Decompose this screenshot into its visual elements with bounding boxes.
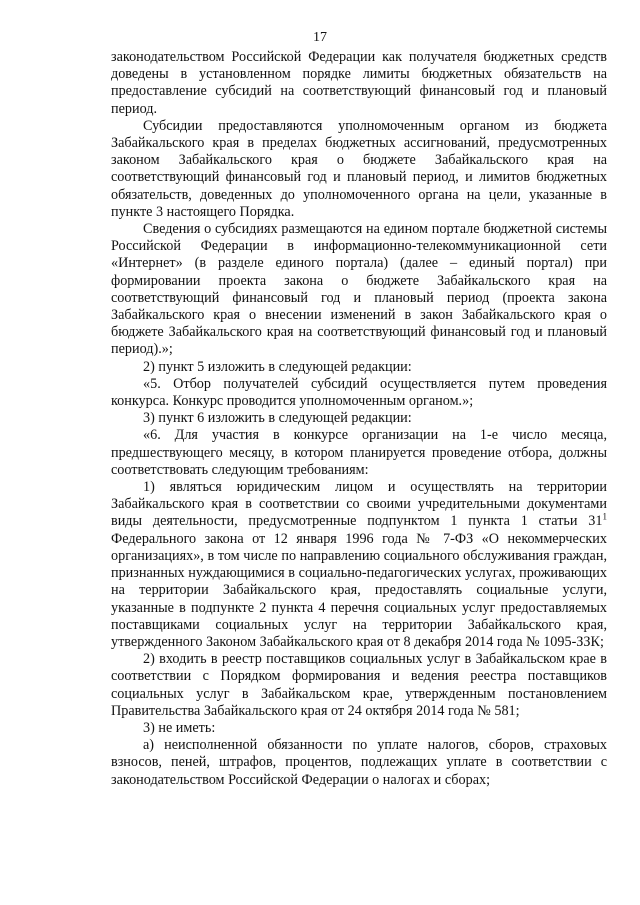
paragraph-item-point5: 2) пункт 5 изложить в следующей редакции: bbox=[143, 358, 412, 375]
paragraph-subsidies-provision: Субсидии предоставляются уполномоченным органом из бюджета Забайкальского края в пределах бюджетных ассигнований, предусмотренных законом Забайкальского края о бюджете Забайкальского края на соответствующий финансовый год и плановый период, и лимитов бюджетных обязательств, доведенных до уполномоченного органа на цели, указанные в пункте 3 настоящего Порядка. bbox=[111, 117, 607, 220]
document-body bbox=[111, 49, 607, 789]
paragraph-requirement-2: 2) входить в реестр поставщиков социальных услуг в Забайкальском крае в соответствии с Порядком формирования и ведения реестра поставщиков социальных услуг в Забайкальском крае, утвержденным постановлением Правительства Забайкальского края от 24 октября 2014 года № 581; bbox=[111, 651, 607, 719]
paragraph-continuation: законодательством Российской Федерации как получателя бюджетных средств доведены в установленном порядке лимиты бюджетных обязательств на предоставление субсидий на соответствующий финансовый год и плановый период. bbox=[111, 49, 607, 117]
page-number: 17 bbox=[313, 30, 327, 45]
paragraph-requirement-3a: а) неисполненной обязанности по уплате налогов, сборов, страховых взносов, пеней, штрафов, процентов, подлежащих уплате в соответствии с законодательством Российской Федерации о налогах и сборах; bbox=[111, 737, 607, 788]
requirement-1-text-a: 1) являться юридическим лицом и осуществлять на территории Забайкальского края в соответствии со своими учредительными документами виды деятельности, предусмотренные подпунктом 1 пункта 1 статьи 31 bbox=[111, 479, 607, 530]
paragraph-subsidies-info: Сведения о субсидиях размещаются на едином портале бюджетной системы Российской Федерации в информационно-телекоммуникационной сети «Интернет» (в разделе единого портала) (далее – единый портал) при формировании проекта закона о бюджете Забайкальского края на соответствующий финансовый год и плановый период (проекта закона Забайкальского края о внесении изменений в закон Забайкальского края о бюджете Забайкальского края на соответствующий финансовый год и плановый период).»; bbox=[111, 221, 607, 358]
paragraph-requirement-3: 3) не иметь: bbox=[143, 719, 216, 736]
superscript-marker: 1 bbox=[602, 511, 607, 522]
paragraph-point5-text: «5. Отбор получателей субсидий осуществляется путем проведения конкурса. Конкурс проводится уполномоченным органом.»; bbox=[111, 375, 607, 410]
paragraph-requirement-1 bbox=[111, 479, 607, 651]
requirement-1-text-b: Федерального закона от 12 января 1996 года № 7-ФЗ «О некоммерческих организациях», в том числе по направлению социального обслуживания граждан, признанных нуждающимися в социально-педагогических услугах, проживающих на территории Забайкальского края, предоставлять социальные услуги, указанные в подпункте 2 пункта 4 перечня социальных услуг предоставляемых поставщиками социальных услуг на территории Забайкальского края, утвержденного Законом Забайкальского края от 8 декабря 2014 года № 1095-ЗЗК; bbox=[111, 530, 607, 650]
paragraph-point6-text: «6. Для участия в конкурсе организации на 1-е число месяца, предшествующего месяцу, в котором планируется проведение отбора, должны соответствовать следующим требованиям: bbox=[111, 427, 607, 478]
paragraph-item-point6: 3) пункт 6 изложить в следующей редакции: bbox=[143, 410, 412, 427]
